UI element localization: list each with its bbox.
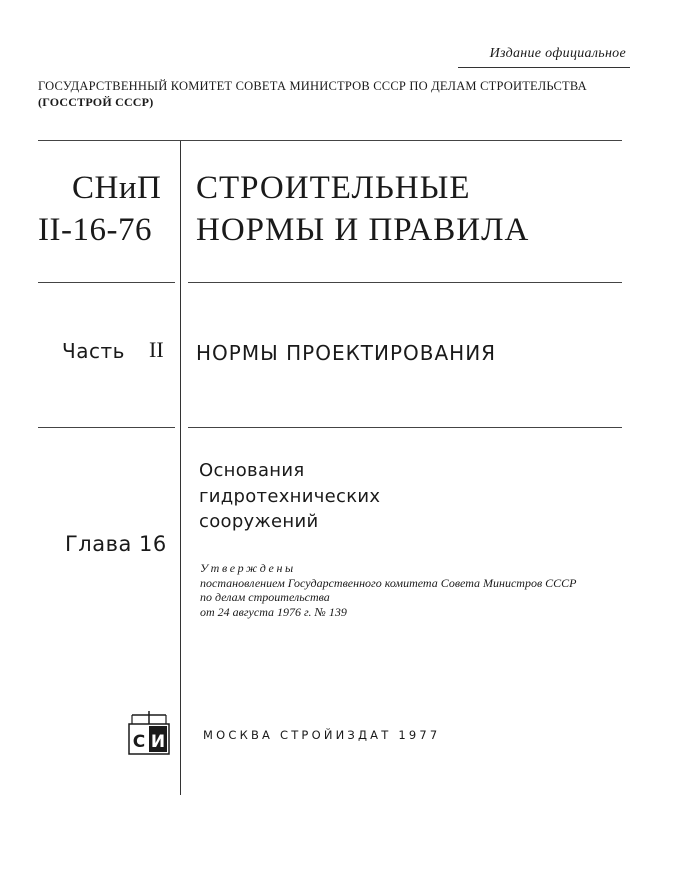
part-number: II — [149, 337, 164, 362]
publisher-imprint: МОСКВА СТРОЙИЗДАТ 1977 — [203, 728, 441, 742]
standard-code-prefix: СНиП — [72, 170, 162, 206]
committee-name: ГОСУДАРСТВЕННЫЙ КОМИТЕТ СОВЕТА МИНИСТРОВ СССР ПО ДЕЛАМ СТРОИТЕЛЬСТВА — [38, 79, 587, 93]
committee-abbreviation: (ГОССТРОЙ СССР) — [38, 95, 154, 109]
chapter-subject-line2: гидротехнических — [199, 486, 381, 507]
part-title: НОРМЫ ПРОЕКТИРОВАНИЯ — [196, 341, 497, 365]
section-rule-right-1 — [188, 282, 622, 283]
approval-decree-date: от 24 августа 1976 г. № 139 — [200, 605, 347, 619]
issuing-committee — [38, 78, 587, 110]
standard-code-number: II-16-76 — [38, 212, 152, 248]
part-label: Часть — [62, 339, 125, 363]
vertical-divider — [180, 140, 181, 795]
approval-decree-line2: по делам строительства — [200, 590, 330, 604]
logo-letter-i: И — [150, 732, 166, 752]
approval-heading: Утверждены — [200, 561, 296, 575]
document-title-line2: НОРМЫ И ПРАВИЛА — [196, 212, 530, 248]
section-rule-left-2 — [38, 427, 175, 428]
chapter-subject-line3: сооружений — [199, 511, 319, 532]
chapter-label: Глава 16 — [65, 532, 167, 556]
edition-label: Издание официальное — [489, 46, 626, 61]
approval-decree-line1: постановлением Государственного комитета Совета Министров СССР — [200, 576, 577, 590]
chapter-subject-line1: Основания — [199, 460, 305, 481]
top-rule — [38, 140, 622, 141]
logo-letter-s: С — [132, 732, 146, 752]
edition-underline — [458, 67, 630, 68]
section-rule-left-1 — [38, 282, 175, 283]
stroyizdat-logo-icon — [126, 710, 172, 758]
document-title-line1: СТРОИТЕЛЬНЫЕ — [196, 170, 471, 206]
section-rule-right-2 — [188, 427, 622, 428]
